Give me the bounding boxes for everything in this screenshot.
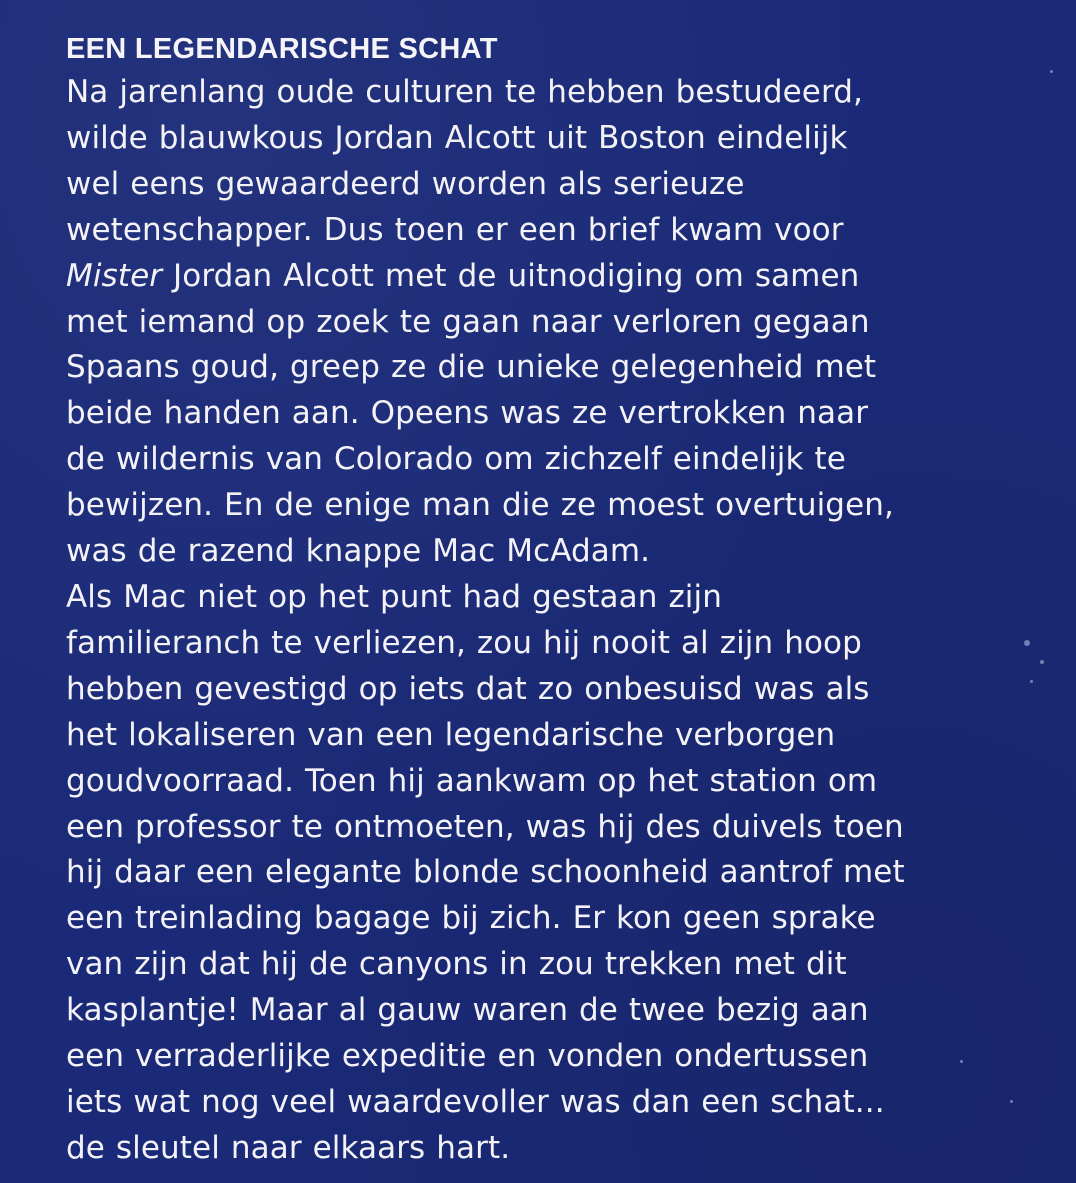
blurb-line: bewijzen. En de enige man die ze moest overtuigen, [66,487,894,524]
print-speck [1030,680,1033,683]
blurb-line: een verraderlijke expeditie en vonden ondertussen [66,1038,869,1075]
blurb-line: familieranch te verliezen, zou hij nooit al zijn hoop [66,624,862,661]
line-rest: Jordan Alcott met de uitnodiging om samen [162,257,860,294]
blurb-line: van zijn dat hij de canyons in zou trekken met dit [66,946,847,983]
blurb-line: hebben gevestigd op iets dat zo onbesuisd was als [66,670,870,707]
blurb-line: Als Mac niet op het punt had gestaan zijn [66,578,722,615]
blurb-line: wetenschapper. Dus toen er een brief kwam voor [66,211,844,248]
blurb-line: goudvoorraad. Toen hij aankwam op het station om [66,762,878,799]
print-speck [1024,640,1030,646]
blurb-line: Na jarenlang oude culturen te hebben bestudeerd, [66,74,863,110]
blurb-line: het lokaliseren van een legendarische verborgen [66,716,836,753]
blurb-body [66,70,1046,1172]
blurb-line: de sleutel naar elkaars hart. [66,1129,511,1166]
italic-word: Mister [66,257,163,294]
blurb-line: Spaans goud, greep ze die unieke gelegenheid met [66,349,877,386]
blurb-line: was de razend knappe Mac McAdam. [66,533,651,570]
print-speck [960,1060,963,1063]
print-speck [1010,1100,1013,1103]
blurb-line: wel eens gewaardeerd worden als serieuze [66,165,745,202]
blurb-line: een treinlading bagage bij zich. Er kon geen sprake [66,900,876,937]
blurb-line: wilde blauwkous Jordan Alcott uit Boston eindelijk [66,119,848,156]
print-speck [1050,70,1053,73]
blurb-line [66,254,1046,300]
blurb-line: iets wat nog veel waardevoller was dan een schat... [66,1083,885,1120]
print-speck [1040,660,1044,664]
blurb-heading: EEN LEGENDARISCHE SCHAT [66,33,498,65]
blurb-line: hij daar een elegante blonde schoonheid aantrof met [66,854,905,891]
blurb-line: met iemand op zoek te gaan naar verloren gegaan [66,303,870,340]
blurb-line: een professor te ontmoeten, was hij des duivels toen [66,808,904,845]
blurb-line: beide handen aan. Opeens was ze vertrokken naar [66,395,869,432]
blurb-line: de wildernis van Colorado om zichzelf eindelijk te [66,441,846,478]
blurb-line: kasplantje! Maar al gauw waren de twee bezig aan [66,992,869,1029]
